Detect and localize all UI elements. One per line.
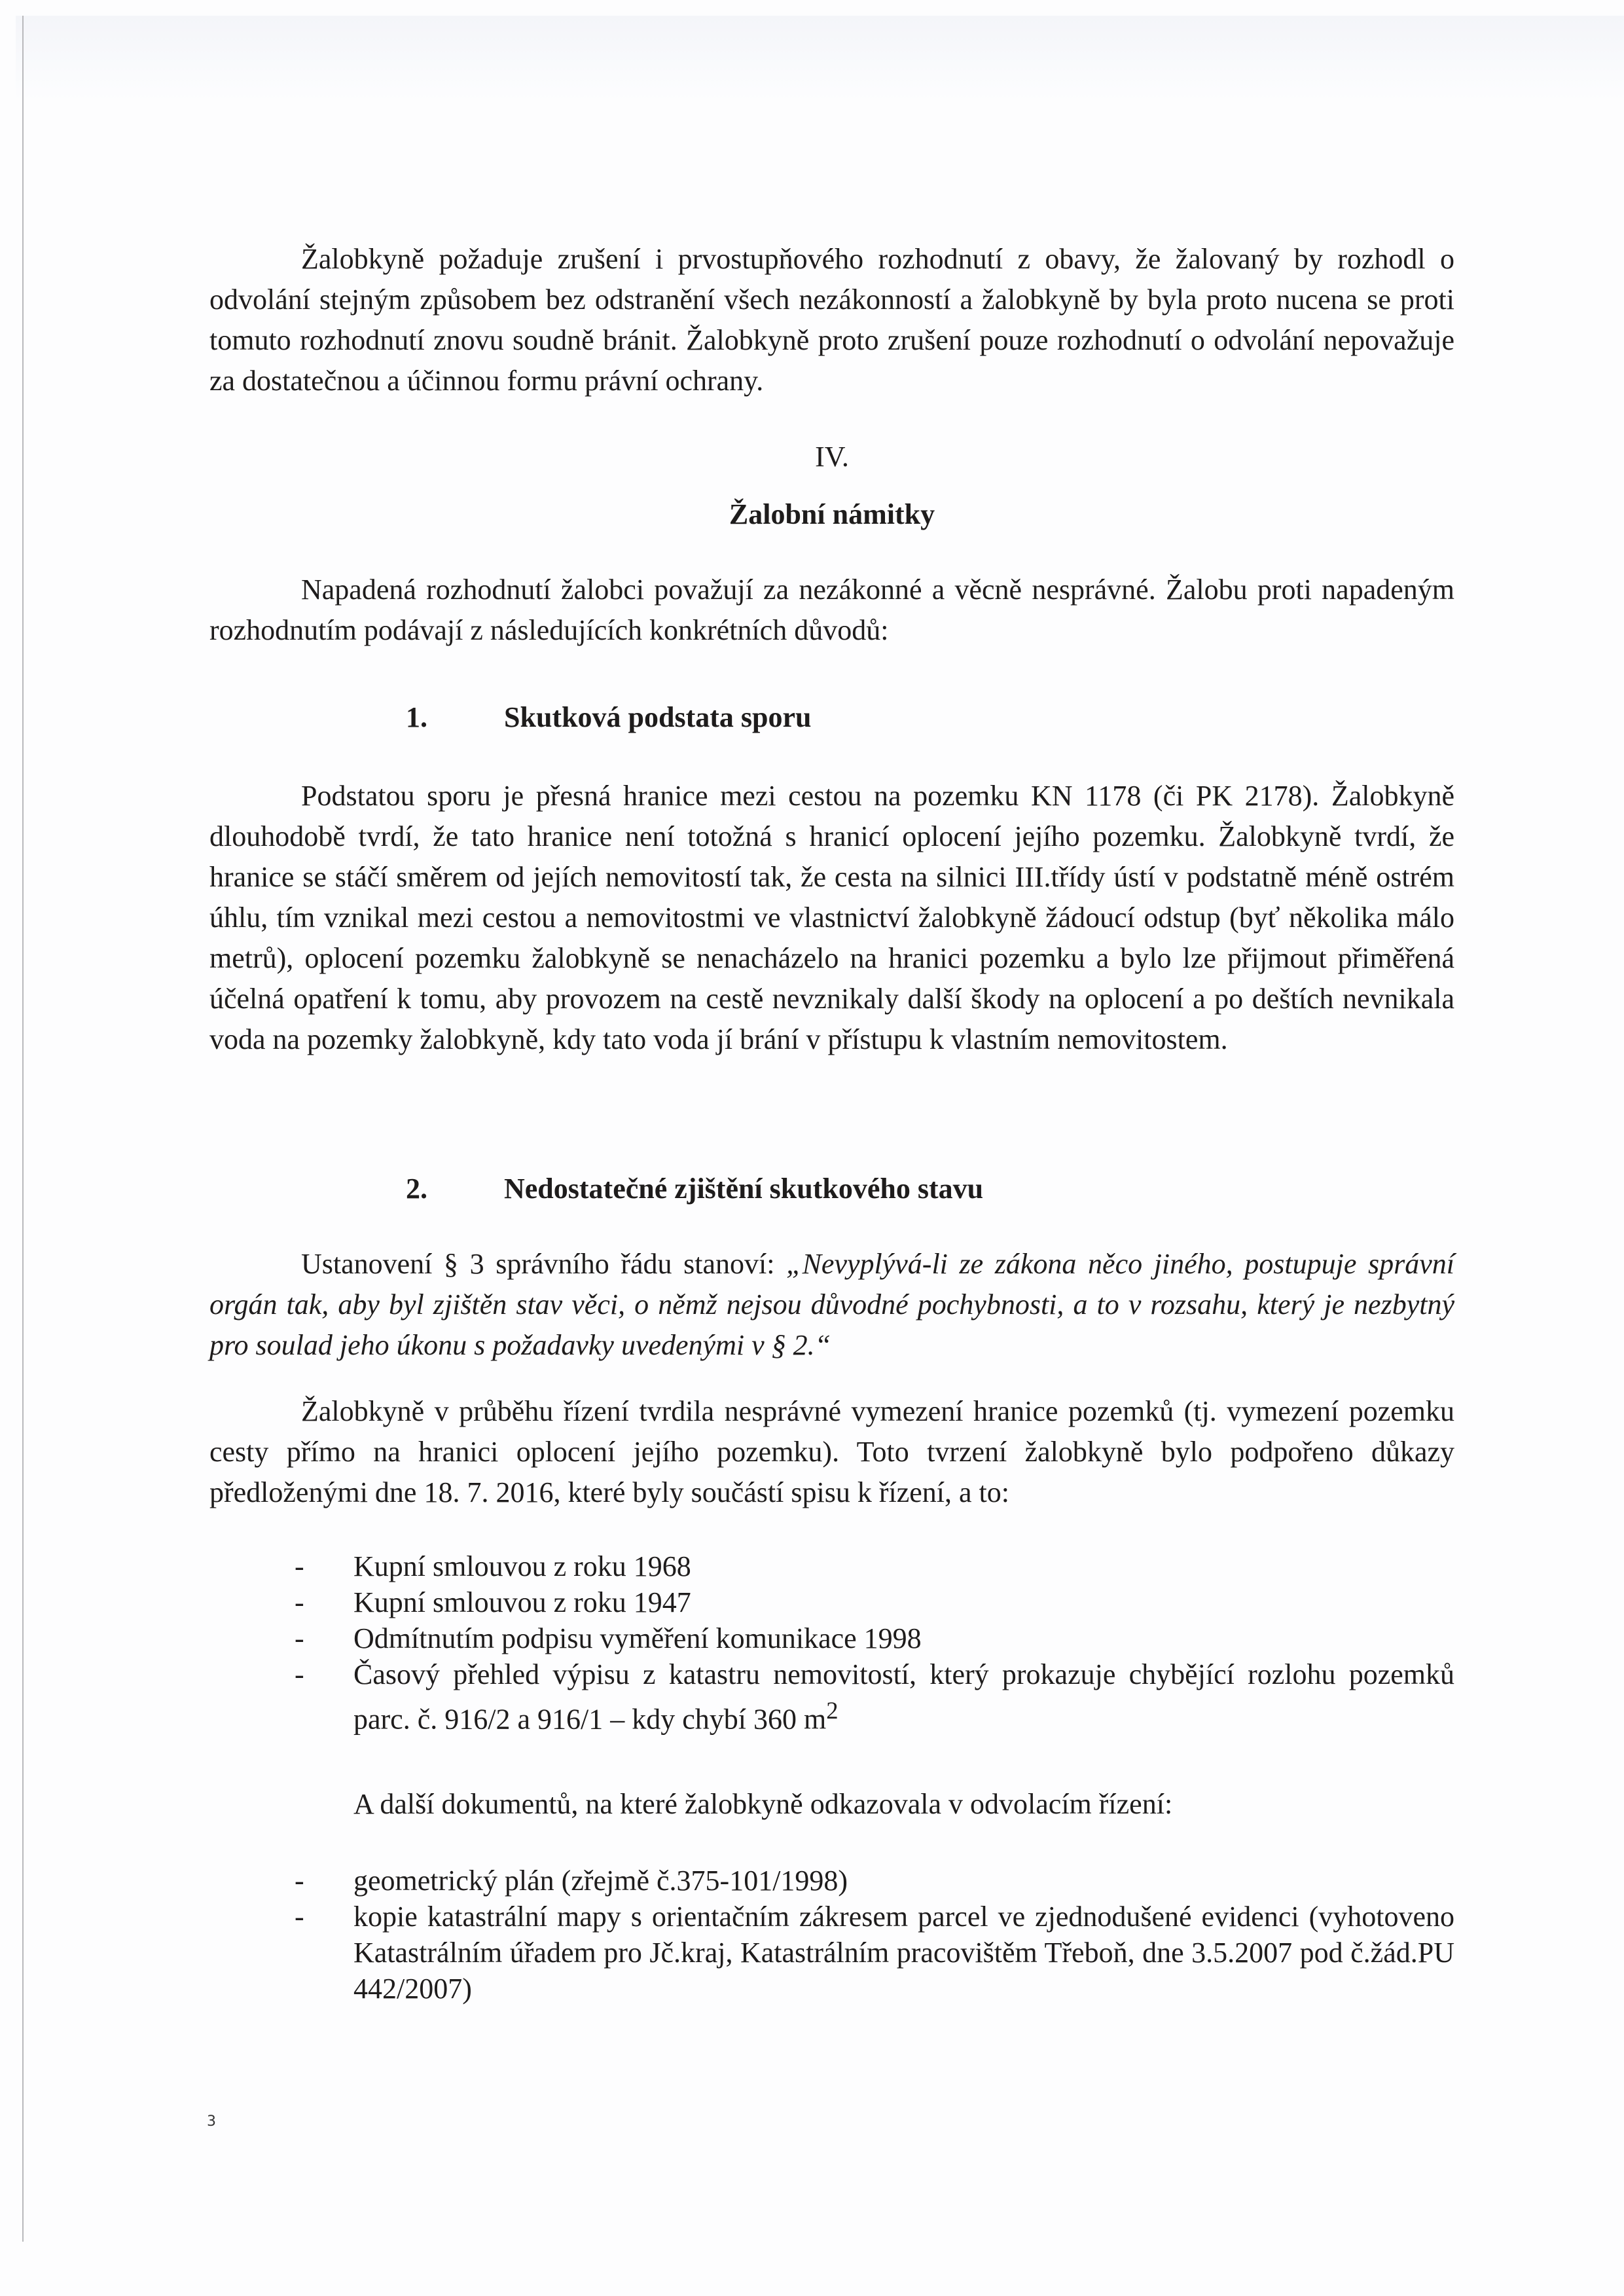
list-marker: - — [295, 1865, 304, 1897]
paragraph-quote — [209, 1244, 1454, 1366]
area-superscript: 2 — [826, 1697, 839, 1724]
paragraph-facts: Podstatou sporu je přesná hranice mezi cestou na pozemku KN 1178 (či PK 2178). Žalobkyně dlouhodobě tvrdí, že tato hranice není totožná s hranicí oplocení jejího pozemku. Žalobkyně tvrdí, že hranice se stáčí směrem od jejích nemovitostí tak, že cesta na silnici III.třídy ústí v podstatně méně ostrém úhlu, tím vznikal mezi cestou a nemovitostmi ve vlastnictví žalobkyně žádoucí odstup (byť několika málo metrů), oplocení pozemku žalobkyně se nenacházelo na hranici pozemku a bylo lze přijmout přiměřená účelná opatření k tomu, aby provozem na cestě nevznikaly další škody na oplocení a po deštích nevnikala voda na pozemky žalobkyně, kdy tato voda jí brání v přístupu k vlastním nemovitostem. — [209, 780, 1454, 1055]
quote-intro: Ustanovení § 3 správního řádu stanoví: — [301, 1248, 787, 1280]
paragraph-objections: Napadená rozhodnutí žalobci považují za nezákonné a věcně nesprávné. Žalobu proti napadeným rozhodnutím podávají z následujících konkrétních důvodů: — [209, 574, 1454, 646]
list-item: - Kupní smlouvou z roku 1968 — [295, 1548, 1454, 1584]
list-marker: - — [295, 1901, 304, 1933]
list-marker: - — [295, 1622, 304, 1654]
list-marker: - — [295, 1586, 304, 1618]
further-list — [295, 1863, 1454, 2007]
section-title: Nedostatečné zjištění skutkového stavu — [504, 1173, 984, 1205]
list-marker: - — [295, 1550, 304, 1582]
part-title: Žalobní námitky — [729, 498, 935, 530]
section-title: Skutková podstata sporu — [504, 701, 812, 733]
list-item: - geometrický plán (zřejmě č.375-101/1998) — [295, 1863, 1454, 1899]
list-item: - kopie katastrální mapy s orientačním zákresem parcel ve zjednodušené evidenci (vyhotoveno Katastrálním úřadem pro Jč.kraj, Katastrálním pracovištěm Třeboň, dne 3.5.2007 pod č.žád.PU 442/2007) — [295, 1899, 1454, 2007]
scan-shading — [16, 16, 1624, 101]
paragraph-evidence: Žalobkyně v průběhu řízení tvrdila nesprávné vymezení hranice pozemků (tj. vymezení pozemku cesty přímo na hranici oplocení jejího pozemku). Toto tvrzení žalobkyně bylo podpořeno důkazy předloženými dne 18. 7. 2016, které byly součástí spisu k řízení, a to: — [209, 1395, 1454, 1508]
page-number: 3 — [207, 2113, 216, 2130]
part-number: IV. — [815, 441, 849, 473]
section-heading-2 — [406, 1172, 983, 1205]
list-item: - Odmítnutím podpisu vyměření komunikace 1998 — [295, 1620, 1454, 1656]
paragraph-intro: Žalobkyně požaduje zrušení i prvostupňového rozhodnutí z obavy, že žalovaný by rozhodl o odvolání stejným způsobem bez odstranění všech nezákonností a žalobkyně by byla proto nucena se proti tomuto rozhodnutí znovu soudně bránit. Žalobkyně proto zrušení pouze rozhodnutí o odvolání nepovažuje za dostatečnou a účinnou formu právní ochrany. — [209, 243, 1454, 397]
section-number: 2. — [406, 1173, 427, 1205]
list-item: - Kupní smlouvou z roku 1947 — [295, 1584, 1454, 1620]
section-number: 1. — [406, 701, 427, 733]
scan-edge-line — [22, 16, 24, 2242]
law-quote: „Nevyplývá-li ze zákona něco jiného, postupuje správní orgán tak, aby byl zjištěn stav věci, o němž nejsou důvodné pochybnosti, a to v rozsahu, který je nezbytný pro soulad jeho úkonu s požadavky uvedenými v § 2.“ — [209, 1248, 1454, 1361]
paragraph-further: A další dokumentů, na které žalobkyně odkazovala v odvolacím řízení: — [353, 1788, 1173, 1820]
evidence-list — [295, 1548, 1454, 1738]
list-marker: - — [295, 1658, 304, 1690]
list-item: - Časový přehled výpisu z katastru nemovitostí, který prokazuje chybějící rozlohu pozemků parc. č. 916/2 a 916/1 – kdy chybí 360 $m^2$ — [295, 1656, 1454, 1738]
section-heading-1 — [406, 701, 812, 734]
